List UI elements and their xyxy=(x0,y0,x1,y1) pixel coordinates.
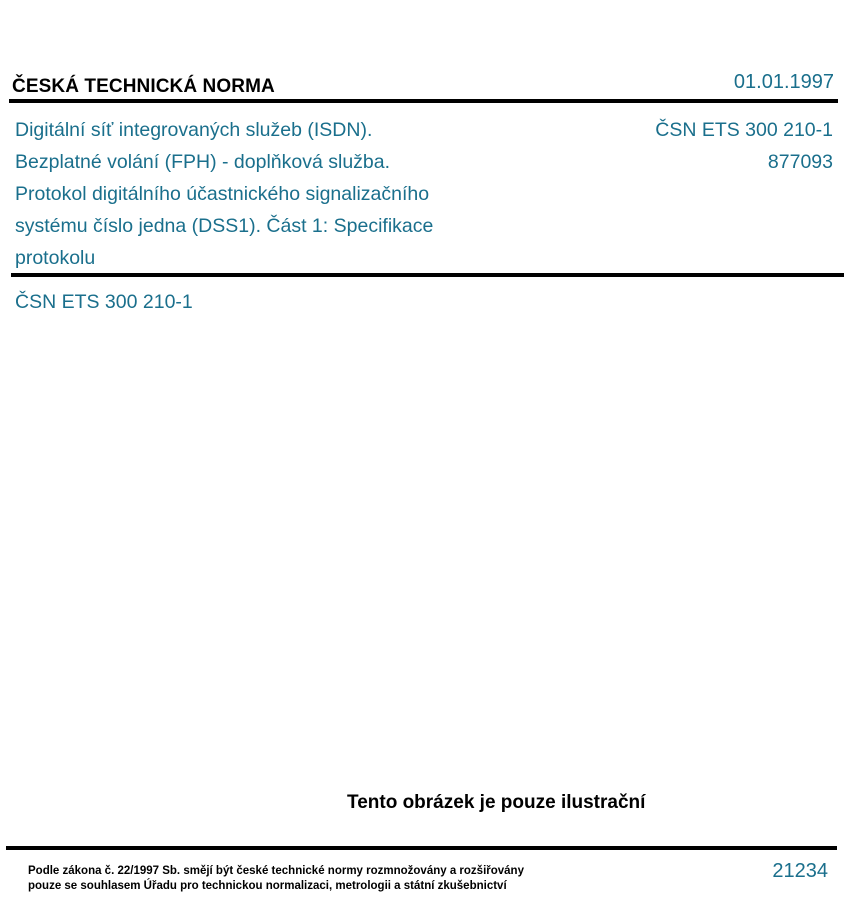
illustrative-notice: Tento obrázek je pouze ilustrační xyxy=(347,792,646,813)
standard-code: ČSN ETS 300 210-1 xyxy=(15,291,193,313)
catalog-number: 877093 xyxy=(767,151,833,173)
standard-number: ČSN ETS 300 210-1 xyxy=(655,119,833,141)
title-line: systému číslo jedna (DSS1). Část 1: Specifikace xyxy=(15,215,434,237)
title-divider xyxy=(11,273,844,277)
page-code: 21234 xyxy=(772,860,828,882)
legal-line: pouze se souhlasem Úřadu pro technickou normalizaci, metrologii a státní zkušebnictví xyxy=(28,880,507,892)
publication-date: 01.01.1997 xyxy=(733,71,834,93)
legal-line: Podle zákona č. 22/1997 Sb. smějí být české technické normy rozmnožovány a rozšiřovány xyxy=(28,865,524,877)
header-divider xyxy=(9,99,838,103)
document-title xyxy=(15,114,535,274)
title-line: Protokol digitálního účastnického signalizačního xyxy=(15,183,430,205)
title-line: protokolu xyxy=(15,247,96,269)
footer-divider xyxy=(6,846,837,850)
title-line: Bezplatné volání (FPH) - doplňková služba. xyxy=(15,151,391,173)
title-line: Digitální síť integrovaných služeb (ISDN). xyxy=(15,119,373,141)
document-identifiers xyxy=(655,114,833,178)
document-header-title: ČESKÁ TECHNICKÁ NORMA xyxy=(12,76,275,97)
legal-notice xyxy=(28,864,524,894)
